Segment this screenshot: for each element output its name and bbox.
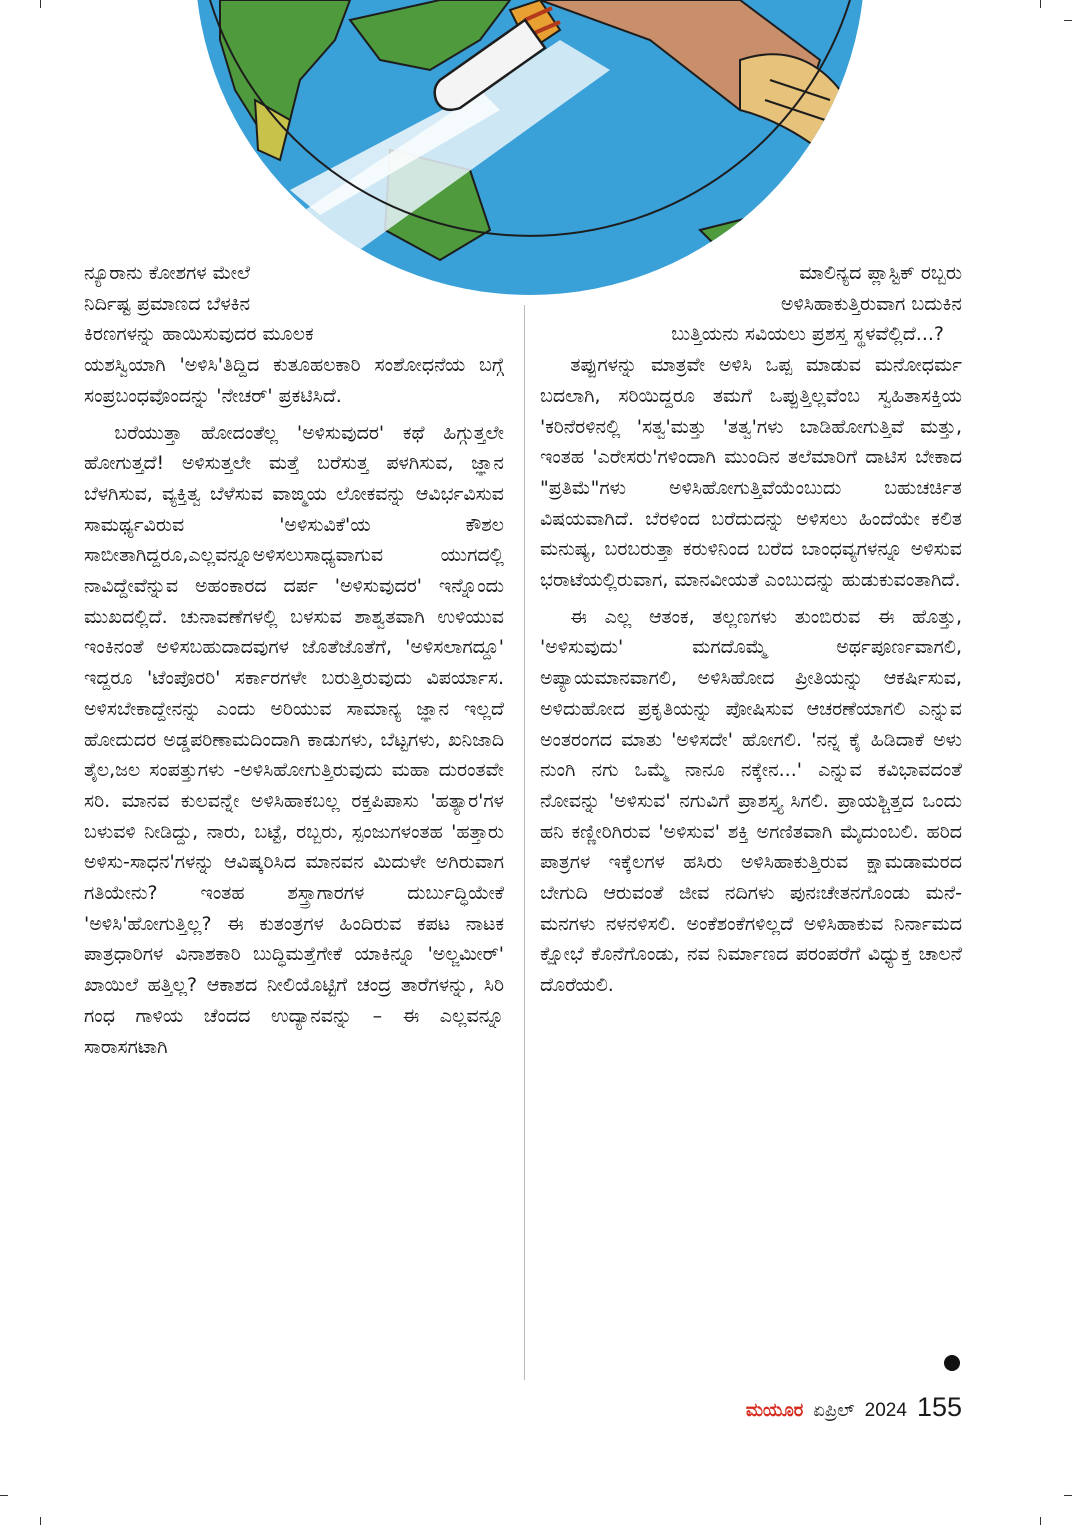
magazine-brand: ಮಯೂರ bbox=[745, 1400, 804, 1421]
crop-mark-bottom-right bbox=[1040, 1517, 1041, 1525]
intro-line: ನಿರ್ದಿಷ್ಟ ಪ್ರಮಾಣದ ಬೆಳಕಿನ bbox=[84, 292, 251, 315]
issue-month: ಏಪ್ರಿಲ್ bbox=[813, 1400, 855, 1421]
intro-line: ಕಿರಣಗಳನ್ನು ಹಾಯಿಸುವುದರ ಮೂಲಕ bbox=[84, 323, 314, 346]
right-column bbox=[540, 258, 962, 1001]
crop-mark-left-bottom bbox=[0, 1495, 8, 1496]
body-paragraph: ಬರೆಯುತ್ತಾ ಹೋದಂತೆಲ್ಲ 'ಅಳಿಸುವುದರ' ಕಥೆ ಹಿಗ್ಗುತ್ತಲೇ ಹೋಗುತ್ತದೆ! ಅಳಿಸುತ್ತಲೇ ಮತ್ತೆ ಬರೆಸುತ್ತ ಪಳಗಿಸುವ, ಜ್ಞಾನ ಬೆಳಗಿಸುವ, ವ್ಯಕ್ತಿತ್ವ ಬೆಳೆಸುವ ವಾಙ್ಮಯ ಲೋಕವನ್ನು ಆವಿರ್ಭವಿಸುವ ಸಾಮರ್ಥ್ಯವಿರುವ 'ಅಳಿಸುವಿಕೆ'ಯ ಕೌಶಲ ಸಾಬೀತಾಗಿದ್ದರೂ,ಎಲ್ಲವನ್ನೂಅಳಿಸಲುಸಾಧ್ಯವಾಗುವ ಯುಗದಲ್ಲಿ ನಾವಿದ್ದೇವೆನ್ನುವ ಅಹಂಕಾರದ ದರ್ಪ 'ಅಳಿಸುವುದರ' ಇನ್ನೊಂದು ಮುಖದಲ್ಲಿದೆ. ಚುನಾವಣೆಗಳಲ್ಲಿ ಬಳಸುವ ಶಾಶ್ವತವಾಗಿ ಉಳಿಯುವ ಇಂಕಿನಂತೆ ಅಳಿಸಬಹುದಾದವುಗಳ ಜೊತೆಜೊತೆಗೆ, 'ಅಳಿಸಲಾಗದ್ದೂ' ಇದ್ದರೂ 'ಟೆಂಪೊರರಿ' ಸರ್ಕಾರಗಳೇ ಬರುತ್ತಿರುವುದು ವಿಪರ್ಯಾಸ. ಅಳಿಸಬೇಕಾದ್ದೇನನ್ನು ಎಂದು ಅರಿಯುವ ಸಾಮಾನ್ಯ ಜ್ಞಾನ ಇಲ್ಲದೆ ಹೋದುದರ ಅಡ್ಡಪರಿಣಾಮದಿಂದಾಗಿ ಕಾಡುಗಳು, ಬೆಟ್ಟಗಳು, ಖನಿಜಾದಿ ತೈಲ,ಜಲ ಸಂಪತ್ತುಗಳು -ಅಳಿಸಿಹೋಗುತ್ತಿರುವುದು ಮಹಾ ದುರಂತವೇ ಸರಿ. ಮಾನವ ಕುಲವನ್ನೇ ಅಳಿಸಿಹಾಕಬಲ್ಲ ರಕ್ತಪಿಪಾಸು 'ಹತ್ಯಾರ'ಗಳ ಬಳುವಳಿ ನೀಡಿದ್ದು, ನಾರು, ಬಟ್ಟೆ, ರಬ್ಬರು, ಸ್ಪಂಜುಗಳಂತಹ 'ಹತ್ತಾರು ಅಳಿಸು-ಸಾಧನ'ಗಳನ್ನು ಆವಿಷ್ಕರಿಸಿದ ಮಾನವನ ಮಿದುಳೇ ಅಗಿರುವಾಗ ಗತಿಯೇನು? ಇಂತಹ ಶಸ್ತ್ರಾಗಾರಗಳ ದುರ್ಬುದ್ಧಿಯೇಕೆ 'ಅಳಿಸಿ'ಹೋಗುತ್ತಿಲ್ಲ? ಈ ಕುತಂತ್ರಗಳ ಹಿಂದಿರುವ ಕಪಟ ನಾಟಕ ಪಾತ್ರಧಾರಿಗಳ ವಿನಾಶಕಾರಿ ಬುದ್ಧಿಮತ್ತೆಗೇಕೆ ಯಾಕಿನ್ನೂ 'ಅಲ್ಜಮೀರ್' ಖಾಯಿಲೆ ಹತ್ತಿಲ್ಲ? ಆಕಾಶದ ನೀಲಿಯೊಟ್ಟಿಗೆ ಚಂದ್ರ ತಾರೆಗಳನ್ನು, ಸಿರಿ ಗಂಧ ಗಾಳಿಯ ಚೆಂದದ ಉದ್ಯಾನವನ್ನು – ಈ ಎಲ್ಲವನ್ನೂ ಸಾರಾಸಗಟಾಗಿ bbox=[84, 421, 504, 1058]
earth-eraser-illustration bbox=[180, 0, 880, 300]
crop-mark-right-top bbox=[1064, 20, 1072, 21]
article-end-bullet-icon bbox=[944, 1355, 960, 1371]
intro-line: ನ್ಯೂರಾನು ಕೋಶಗಳ ಮೇಲೆ bbox=[84, 262, 251, 284]
intro-paragraph: ಯಶಸ್ವಿಯಾಗಿ 'ಅಳಿಸಿ'ತಿದ್ದಿದ ಕುತೂಹಲಕಾರಿ ಸಂಶೋಧನೆಯ ಬಗ್ಗೆ ಸಂಪ್ರಬಂಧವೊಂದನ್ನು 'ನೇಚರ್' ಪ್ರಕಟಿಸಿದೆ. bbox=[84, 354, 504, 407]
left-column bbox=[84, 258, 504, 1062]
intro-line: ಮಾಲಿನ್ಯದ ಪ್ಲಾಸ್ಟಿಕ್ ರಬ್ಬರು bbox=[799, 262, 962, 284]
issue-year: 2024 bbox=[864, 1400, 907, 1421]
column-divider bbox=[524, 305, 525, 1380]
page-number: 155 bbox=[916, 1392, 962, 1422]
body-paragraph: ಈ ಎಲ್ಲ ಆತಂಕ, ತಲ್ಲಣಗಳು ತುಂಬಿರುವ ಈ ಹೊತ್ತು, 'ಅಳಿಸುವುದು' ಮಗದೊಮ್ಮೆ ಅರ್ಥಪೂರ್ಣವಾಗಲಿ, ಅಪ್ಯಾಯಮಾನವಾಗಲಿ, ಅಳಿಸಿಹೋದ ಪ್ರೀತಿಯನ್ನು ಆಕರ್ಷಿಸುವ, ಅಳಿದುಹೋದ ಪ್ರಕೃತಿಯನ್ನು ಪೋಷಿಸುವ ಆಚರಣೆಯಾಗಲಿ ಎನ್ನುವ ಅಂತರಂಗದ ಮಾತು 'ಅಳಿಸದೇ' ಹೋಗಲಿ. 'ನನ್ನ ಕೈ ಹಿಡಿದಾಕೆ ಅಳು ನುಂಗಿ ನಗು ಒಮ್ಮೆ ನಾನೂ ನಕ್ಕೇನ...' ಎನ್ನುವ ಕವಿಭಾವದಂತೆ ನೋವನ್ನು 'ಅಳಿಸುವ' ನಗುವಿಗೆ ಪ್ರಾಶಸ್ತ್ಯ ಸಿಗಲಿ. ಪ್ರಾಯಶ್ಚಿತ್ತದ ಒಂದು ಹನಿ ಕಣ್ಣೀರಿಗಿರುವ 'ಅಳಿಸುವ' ಶಕ್ತಿ ಅಗಣಿತವಾಗಿ ಮೈದುಂಬಲಿ. ಹರಿದ ಪಾತ್ರಗಳ ಇಕ್ಕೆಲಗಳ ಹಸಿರು ಅಳಿಸಿಹಾಕುತ್ತಿರುವ ಕ್ಷಾಮಡಾಮರದ ಬೇಗುದಿ ಆರುವಂತೆ ಜೀವ ನದಿಗಳು ಪುನಃಚೇತನಗೊಂಡು ಮನೆ-ಮನಗಳು ನಳನಳಿಸಲಿ. ಅಂಕೆಶಂಕೆಗಳಿಲ್ಲದೆ ಅಳಿಸಿಹಾಕುವ ನಿರ್ನಾಮದ ಕ್ಷೋಭೆ ಕೊನೆಗೊಂಡು, ನವ ನಿರ್ಮಾಣದ ಪರಂಪರೆಗೆ ವಿಧ್ಯುಕ್ತ ಚಾಲನೆ ದೊರೆಯಲಿ. bbox=[540, 605, 962, 997]
page-footer bbox=[746, 1392, 962, 1423]
intro-line: ಬುತ್ತಿಯನು ಸವಿಯಲು ಪ್ರಶಸ್ತ ಸ್ಥಳವೆಲ್ಲಿದೆ...? bbox=[671, 323, 944, 346]
intro-line: ಅಳಿಸಿಹಾಕುತ್ತಿರುವಾಗ ಬದುಕಿನ bbox=[780, 292, 962, 315]
body-paragraph: ತಪ್ಪುಗಳನ್ನು ಮಾತ್ರವೇ ಅಳಿಸಿ ಒಪ್ಪ ಮಾಡುವ ಮನೋಧರ್ಮ ಬದಲಾಗಿ, ಸರಿಯಿದ್ದರೂ ತಮಗೆ ಒಪ್ಪುತ್ತಿಲ್ಲವೆಂಬ ಸ್ವಹಿತಾಸಕ್ತಿಯ 'ಕರಿನೆರಳಿನಲ್ಲಿ 'ಸತ್ವ'ಮತ್ತು 'ತತ್ವ'ಗಳು ಬಾಡಿಹೋಗುತ್ತಿವೆ ಮತ್ತು, ಇಂತಹ 'ಎರೇಸರು'ಗಳಿಂದಾಗಿ ಮುಂದಿನ ತಲೆಮಾರಿಗೆ ದಾಟಿಸ ಬೇಕಾದ "ಪ್ರತಿಮೆ"ಗಳು ಅಳಿಸಿಹೋಗುತ್ತಿವೆಯೆಂಬುದು ಬಹುಚರ್ಚಿತ ವಿಷಯವಾಗಿದೆ. ಬೆರಳಿಂದ ಬರೆದುದನ್ನು ಅಳಿಸಲು ಹಿಂದೆಯೇ ಕಲಿತ ಮನುಷ್ಯ, ಬರಬರುತ್ತಾ ಕರುಳಿನಿಂದ ಬರೆದ ಬಾಂಧವ್ಯಗಳನ್ನೂ ಅಳಿಸುವ ಭರಾಟೆಯಲ್ಲಿರುವಾಗ, ಮಾನವೀಯತೆ ಎಂಬುದನ್ನು ಹುಡುಕುವಂತಾಗಿದೆ. bbox=[540, 354, 962, 592]
crop-mark-right-bottom bbox=[1064, 1495, 1072, 1496]
crop-mark-bottom-left bbox=[40, 1517, 41, 1525]
crop-mark-top-right bbox=[1040, 0, 1041, 8]
crop-mark-top-left bbox=[40, 0, 41, 8]
